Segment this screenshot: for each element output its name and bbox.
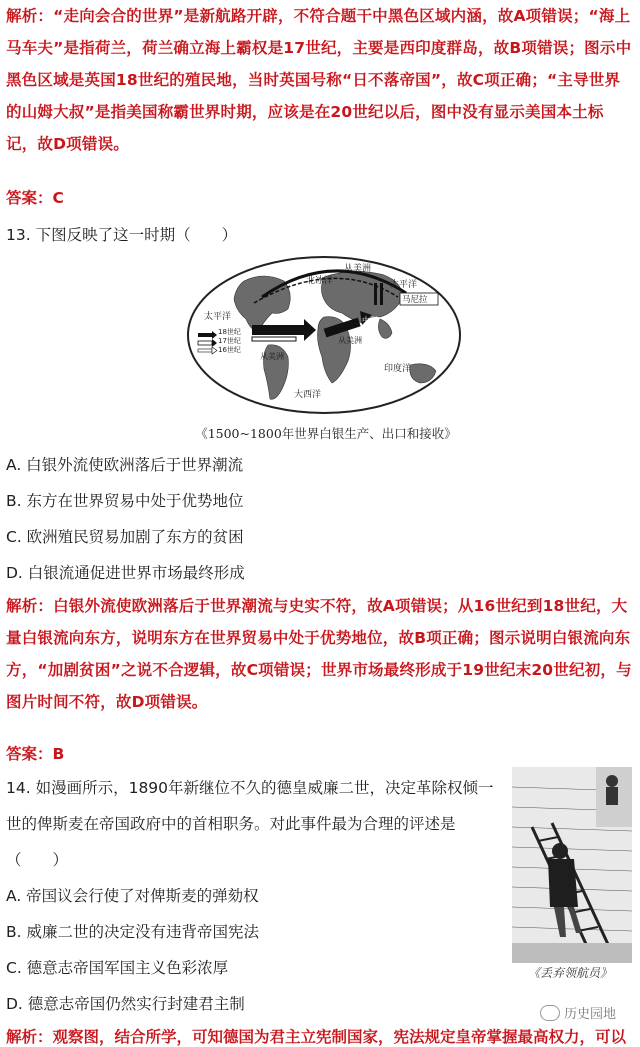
legend-16th: 16世纪	[218, 346, 241, 354]
analysis-label: 解析：	[6, 597, 54, 615]
analysis-q12	[6, 0, 634, 160]
label-china: 中国	[362, 316, 378, 325]
wechat-logo-icon	[540, 1005, 560, 1021]
q14-option-c: C. 德意志帝国军国主义色彩浓厚	[6, 959, 229, 977]
cartoon-caption: 《丢弃领航员》	[527, 966, 612, 980]
label-pacific-right: 太平洋	[390, 280, 418, 290]
answer-q13	[6, 742, 64, 764]
analysis-text: “走向会合的世界”是新航路开辟，不符合题干中黑色区域内涵，故A项错误；“海上马车夫”是指荷兰，荷兰确立海上霸权是17世纪，主要是西印度群岛，故B项错误；图示中黑色区域是英国18世纪的殖民地，当时英国号称“日不落帝国”，故C项正确；“主导世界的山姆大叔”是指美国称霸世界时期，应该是在20世纪以后，图中没有显示美国本土标记，故D项错误。	[6, 7, 632, 153]
analysis-text: 白银外流使欧洲落后于世界潮流与史实不符，故A项错误；从16世纪到18世纪，大量白银流向东方，说明东方在世界贸易中处于优势地位，故B项正确；图示说明白银流向东方，“加剧贫困”之说不合逻辑，故C项错误；世界市场最终形成于19世纪末20世纪初，与图片时间不符，故D项错误。	[6, 597, 632, 711]
answer-value: C	[52, 189, 64, 207]
dropping-the-pilot-cartoon	[512, 767, 632, 963]
map-caption: 《1500~1800年世界白银生产、出口和接收》	[195, 426, 457, 441]
legend-18th: 18世纪	[218, 328, 241, 336]
label-indian-ocean: 印度洋	[384, 364, 412, 374]
label-pacific-left: 太平洋	[204, 312, 232, 322]
answer-value: B	[52, 745, 65, 763]
question-14-stem-line2: 世的俾斯麦在帝国政府中的首相职务。对此事件最为合理的评述是	[6, 815, 456, 833]
analysis-q14	[6, 1025, 626, 1047]
q13-option-a: A. 白银外流使欧洲落后于世界潮流	[6, 456, 244, 474]
q14-option-b: B. 威廉二世的决定没有违背帝国宪法	[6, 923, 259, 941]
analysis-label: 解析：	[6, 7, 54, 25]
analysis-label: 解析：	[6, 1028, 53, 1046]
silver-flow-map	[184, 253, 464, 418]
analysis-q13	[6, 590, 634, 718]
label-manila: 马尼拉	[402, 295, 428, 305]
label-from-america-mid: 从美洲	[338, 336, 362, 345]
question-14-stem-line1: 14. 如漫画所示，1890年新继位不久的德皇威廉二世，决定革除权倾一	[6, 779, 494, 797]
answer-label: 答案：	[6, 745, 53, 763]
analysis-text: 观察图，结合所学，可知德国为君主立宪制国家，宪法规定皇帝掌握最高权力，可以	[52, 1028, 627, 1046]
answer-label: 答案：	[6, 189, 53, 207]
q14-option-d: D. 德意志帝国仍然实行封建君主制	[6, 995, 245, 1013]
q13-option-b: B. 东方在世界贸易中处于优势地位	[6, 492, 244, 510]
label-atlantic: 大西洋	[294, 390, 322, 400]
watermark-text: 历史园地	[564, 1007, 617, 1022]
q14-option-a: A. 帝国议会行使了对俾斯麦的弹劾权	[6, 887, 259, 905]
question-13-stem: 13. 下图反映了这一时期（ ）	[6, 226, 238, 244]
watermark	[540, 1003, 616, 1022]
answer-q12	[6, 186, 64, 208]
question-14-stem-line3: （ ）	[6, 851, 69, 869]
q13-option-c: C. 欧洲殖民贸易加剧了东方的贫困	[6, 528, 244, 546]
legend-17th: 17世纪	[218, 337, 241, 345]
q13-option-d: D. 白银流通促进世界市场最终形成	[6, 564, 245, 582]
cartoon-image	[512, 767, 632, 963]
legend	[198, 331, 217, 354]
label-arctic: 北冰洋	[306, 276, 334, 286]
label-from-america-top: 从美洲	[344, 264, 372, 274]
label-from-america-left: 从美洲	[260, 352, 284, 361]
